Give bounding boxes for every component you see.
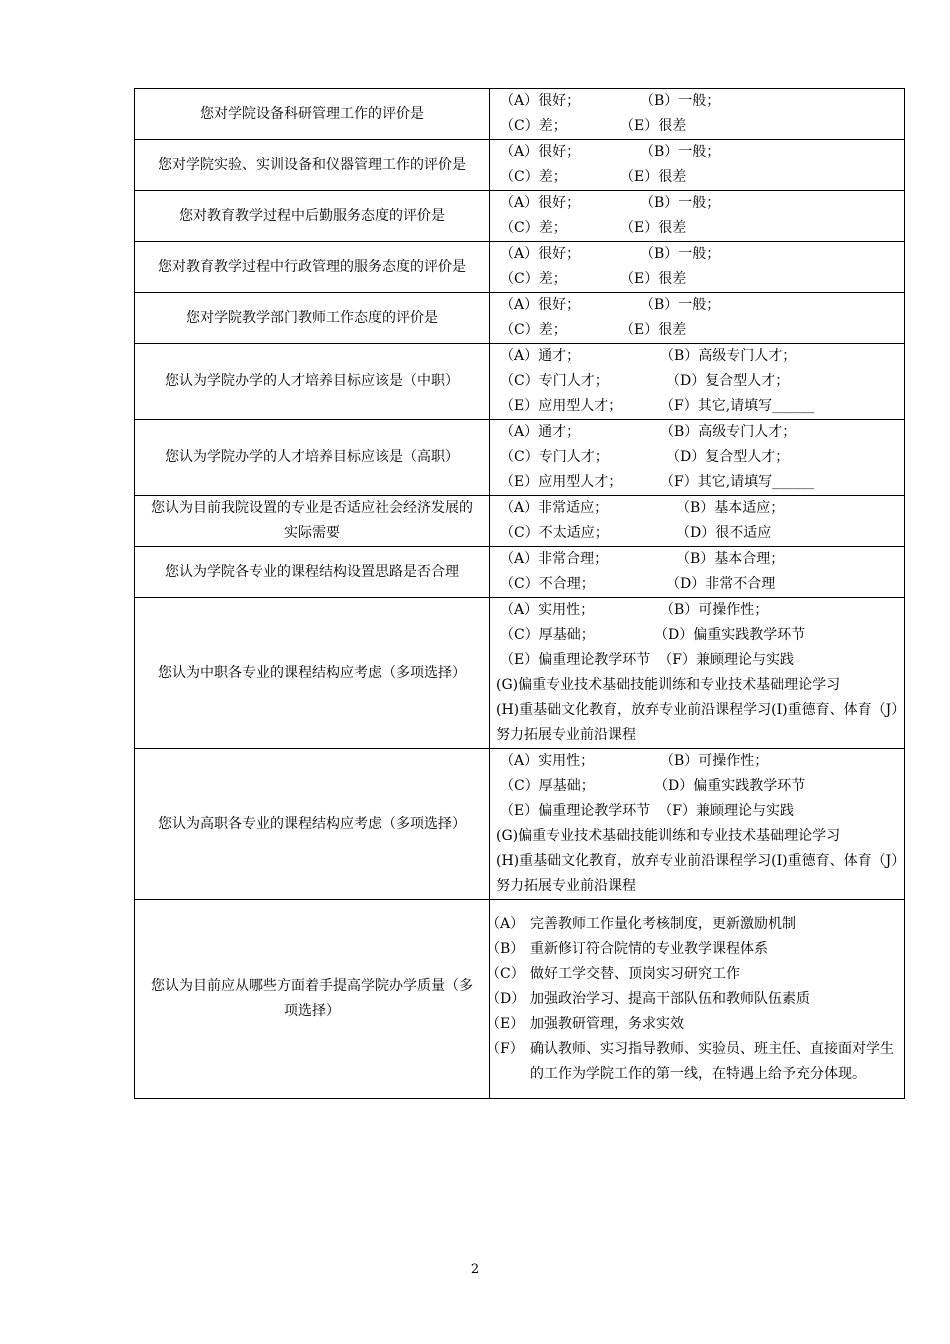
- options-cell: [490, 598, 905, 749]
- option: (G)偏重专业技术基础技能训练和专业技术基础理论学习: [496, 828, 841, 844]
- option: （C）不合理；: [500, 576, 595, 592]
- option: （A）通才；: [500, 424, 581, 440]
- option: （D）复合型人才；: [666, 373, 790, 389]
- option: （B）一般；: [640, 195, 721, 211]
- table-row: [135, 191, 905, 242]
- options-cell: [486, 900, 905, 1099]
- option: （E）很差: [620, 220, 687, 236]
- option: （F）其它,请填写______: [660, 474, 815, 490]
- option: （B）一般；: [640, 246, 721, 262]
- option: （A）很好；: [500, 93, 581, 109]
- option: （B）一般；: [640, 144, 721, 160]
- table-row: [135, 89, 905, 140]
- page-number: 2: [470, 1262, 480, 1277]
- table-row: [135, 242, 905, 293]
- table-row: [135, 900, 905, 1099]
- option: （D）复合型人才；: [666, 449, 790, 465]
- survey-table: [134, 88, 905, 1099]
- table-row: [135, 344, 905, 420]
- question-cell: 您认为学院各专业的课程结构设置思路是否合理: [135, 547, 490, 598]
- option: （B）可操作性；: [660, 753, 769, 769]
- option: （D）非常不合理: [666, 576, 776, 592]
- option: （A）实用性；: [500, 602, 595, 618]
- options-cell: [490, 547, 905, 598]
- option: （E）很差: [620, 271, 687, 287]
- option-key: （B）: [486, 940, 525, 957]
- option: （E）应用型人才；: [500, 474, 623, 490]
- option: （C）专门人才；: [500, 373, 609, 389]
- table-row: [135, 598, 905, 749]
- options-cell: [490, 242, 905, 293]
- options-cell: [490, 140, 905, 191]
- option: （F）兼顾理论与实践: [658, 803, 794, 819]
- option: （E）很差: [620, 169, 687, 185]
- option: （A）很好；: [500, 195, 581, 211]
- options-cell: [490, 191, 905, 242]
- option: （E）很差: [620, 118, 687, 134]
- options-cell: [490, 344, 905, 420]
- options-cell: [490, 420, 905, 496]
- table-row: [135, 749, 905, 900]
- question-cell: 您对教育教学过程中行政管理的服务态度的评价是: [135, 242, 490, 293]
- option: （C）差；: [500, 118, 567, 134]
- option: （F）兼顾理论与实践: [658, 652, 794, 668]
- option: （D）偏重实践教学环节: [654, 627, 806, 643]
- option: （A）很好；: [500, 297, 581, 313]
- question-cell: 您认为中职各专业的课程结构应考虑（多项选择）: [135, 598, 490, 749]
- question-cell: 您认为学院办学的人才培养目标应该是（中职）: [135, 344, 490, 420]
- option-text: 重新修订符合院情的专业教学课程体系: [530, 940, 768, 957]
- option: （D）偏重实践教学环节: [654, 778, 806, 794]
- option: （B）可操作性；: [660, 602, 769, 618]
- option: (G)偏重专业技术基础技能训练和专业技术基础理论学习: [496, 677, 841, 693]
- option-key: （E）: [486, 1015, 525, 1032]
- option: （E）偏重理论教学环节: [500, 803, 651, 819]
- table-row: [135, 420, 905, 496]
- option-text: 做好工学交替、顶岗实习研究工作: [530, 965, 740, 982]
- option: （A）通才；: [500, 348, 581, 364]
- option-text: 加强政治学习、提高干部队伍和教师队伍素质: [530, 990, 810, 1007]
- option: （E）很差: [620, 322, 687, 338]
- option: （D）很不适应: [676, 525, 772, 541]
- option: （E）应用型人才；: [500, 398, 623, 414]
- option-key: （F）: [486, 1040, 524, 1057]
- option: （C）专门人才；: [500, 449, 609, 465]
- question-cell: 您对学院实验、实训设备和仪器管理工作的评价是: [135, 140, 490, 191]
- question-cell: 您认为目前应从哪些方面着手提高学院办学质量（多项选择）: [135, 900, 490, 1099]
- option: (H)重基础文化教育，放弃专业前沿课程学习(I)重德育、体育（J）努力拓展专业前沿课程: [496, 702, 899, 743]
- option-text: 加强教研管理，务求实效: [530, 1015, 684, 1032]
- option: （A）非常适应；: [500, 500, 609, 516]
- option: （C）差；: [500, 169, 567, 185]
- question-cell: 您对学院教学部门教师工作态度的评价是: [135, 293, 490, 344]
- option: (H)重基础文化教育，放弃专业前沿课程学习(I)重德育、体育（J）努力拓展专业前沿课程: [496, 853, 899, 894]
- option: （E）偏重理论教学环节: [500, 652, 651, 668]
- table-row: [135, 547, 905, 598]
- option: （A）非常合理；: [500, 551, 609, 567]
- option-text: 确认教师、实习指导教师、实验员、班主任、直接面对学生的工作为学院工作的第一线，在特遇上给予充分体现。: [530, 1040, 894, 1082]
- option: （B）高级专门人才；: [660, 348, 797, 364]
- question-cell: 您认为目前我院设置的专业是否适应社会经济发展的实际需要: [135, 496, 490, 547]
- question-cell: 您对教育教学过程中后勤服务态度的评价是: [135, 191, 490, 242]
- option-key: （A）: [486, 915, 525, 932]
- table-row: [135, 496, 905, 547]
- option: （B）基本适应；: [676, 500, 785, 516]
- option: （C）不太适应；: [500, 525, 609, 541]
- table-row: [135, 293, 905, 344]
- options-cell: [490, 89, 905, 140]
- option: （B）基本合理；: [676, 551, 785, 567]
- options-cell: [490, 293, 905, 344]
- option: （C）厚基础；: [500, 778, 595, 794]
- option: （F）其它,请填写______: [660, 398, 815, 414]
- table-row: [135, 140, 905, 191]
- options-cell: [490, 496, 905, 547]
- option: （B）一般；: [640, 93, 721, 109]
- option: （C）差；: [500, 271, 567, 287]
- option-text: 完善教师工作量化考核制度，更新激励机制: [530, 915, 796, 932]
- option: （C）厚基础；: [500, 627, 595, 643]
- question-cell: 您认为高职各专业的课程结构应考虑（多项选择）: [135, 749, 490, 900]
- option: （A）很好；: [500, 144, 581, 160]
- option: （C）差；: [500, 220, 567, 236]
- question-cell: 您认为学院办学的人才培养目标应该是（高职）: [135, 420, 490, 496]
- option: （A）实用性；: [500, 753, 595, 769]
- option: （A）很好；: [500, 246, 581, 262]
- option-key: （D）: [486, 990, 526, 1007]
- option-key: （C）: [486, 965, 525, 982]
- option: （B）高级专门人才；: [660, 424, 797, 440]
- option: （C）差；: [500, 322, 567, 338]
- question-cell: 您对学院设备科研管理工作的评价是: [135, 89, 490, 140]
- option: （B）一般；: [640, 297, 721, 313]
- options-cell: [490, 749, 905, 900]
